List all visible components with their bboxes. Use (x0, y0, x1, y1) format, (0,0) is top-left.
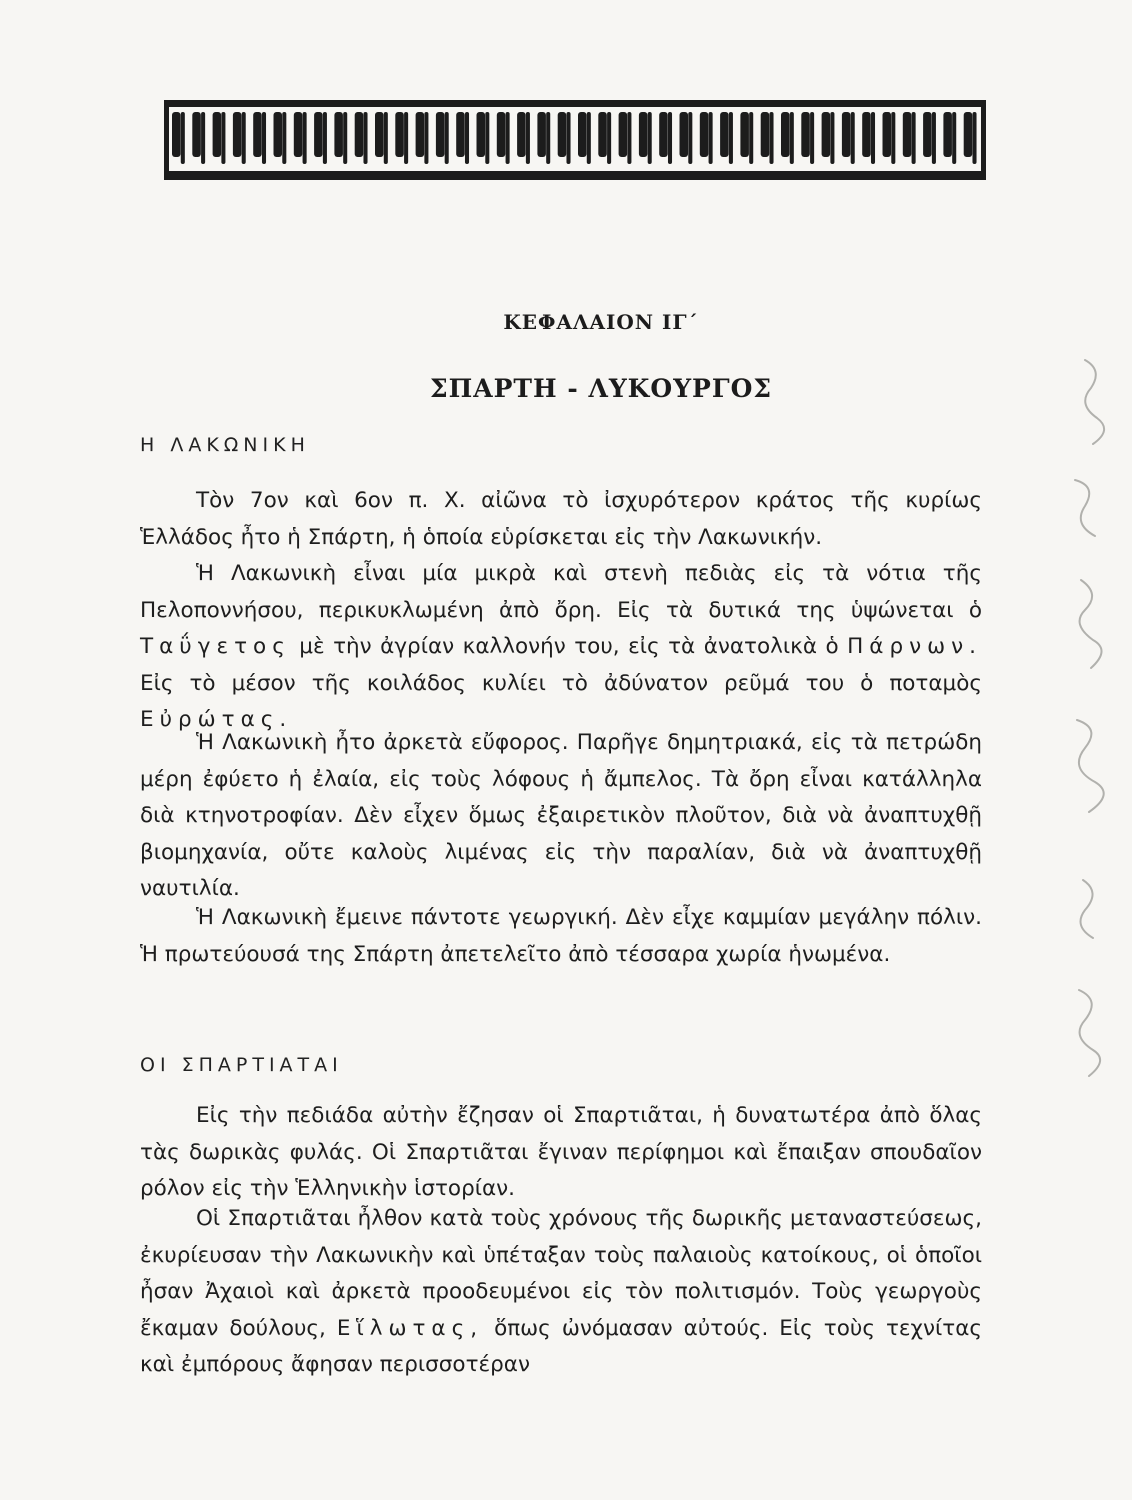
paragraph (140, 556, 982, 739)
chapter-label: ΚΕΦΑΛΑΙΟΝ ΙΓ΄ (503, 310, 699, 334)
spaced-name-parnon: Πάρνων. (847, 634, 982, 660)
paragraph: Τὸν 7ον καὶ 6ον π. Χ. αἰῶνα τὸ ἰσχυρότερον κράτος τῆς κυρίως Ἑλλάδος ἦτο ἡ Σπάρτη, ἡ ὁποία εὑρίσκεται εἰς τὴν Λακωνικήν. (140, 488, 982, 550)
ornamental-frieze (164, 100, 986, 180)
paragraph-text: Οἱ Σπαρτιᾶται ἦλθον κατὰ τοὺς χρόνους τῆς δωρικῆς μεταναστεύσεως, ἐκυρίευσαν τὴν Λακωνικὴν καὶ ὑπέταξαν τοὺς παλαιοὺς κατοίκους, οἱ ὁποῖοι ἦσαν Ἀχαιοὶ καὶ ἀρκετὰ προοδευμένοι εἰς τὸν πολιτισμόν. Τοὺς γεωργοὺς ἔκαμαν δούλους, (140, 1206, 982, 1341)
spaced-name-taygetos: Ταΰγετος (140, 634, 291, 660)
chapter-title: ΣΠΑΡΤΗ - ΛΥΚΟΥΡΓΟΣ (429, 374, 773, 403)
section-heading-spartiatai: ΟΙ ΣΠΑΡΤΙΑΤΑΙ (140, 1054, 343, 1076)
spaced-name-eurotas: Εὐρώτας. (140, 707, 293, 733)
spaced-name-eilotas: Εἵλωτας, (336, 1315, 484, 1341)
paragraph: Ἡ Λακωνικὴ ἔμεινε πάντοτε γεωργική. Δὲν εἶχε καμμίαν μεγάλην πόλιν. Ἡ πρωτεύουσά της Σπάρτη ἀπετελεῖτο ἀπὸ τέσσαρα χωρία ἡνωμένα. (140, 905, 982, 967)
paragraph (140, 1201, 982, 1384)
paragraph: Ἡ Λακωνικὴ ἦτο ἀρκετὰ εὔφορος. Παρῆγε δημητριακά, εἰς τὰ πετρώδη μέρη ἐφύετο ἡ ἐλαία, εἰς τοὺς λόφους ἡ ἄμπελος. Τὰ ὄρη εἶναι κατάλληλα διὰ κτηνοτροφίαν. Δὲν εἶχεν ὅμως ἐξαιρετικὸν πλοῦτον, διὰ νὰ ἀναπτυχθῇ βιομηχανία, οὔτε καλοὺς λιμένας εἰς τὴν παραλίαν, διὰ νὰ ἀναπτυχθῇ ναυτιλία. (140, 730, 982, 902)
paragraph-text: μὲ τὴν ἀγρίαν καλλονήν του, εἰς τὰ ἀνατολικὰ ὁ (290, 634, 848, 660)
section-heading-lakoniki: Η ΛΑΚΩΝΙΚΗ (140, 434, 310, 456)
handwritten-margin-note (1045, 300, 1125, 1160)
paragraph-text: Ἡ Λακωνικὴ εἶναι μία μικρὰ καὶ στενὴ πεδιὰς εἰς τὰ νότια τῆς Πελοποννήσου, περικυκλωμένη ἀπὸ ὄρη. Εἰς τὰ δυτικά της ὑψώνεται ὁ (140, 561, 982, 623)
paragraph-text: ὅπως ὠνόμασαν αὐτούς. Εἰς τοὺς τεχνίτας καὶ ἐμπόρους ἄφησαν περισσοτέραν (140, 1315, 982, 1378)
paragraph: Εἰς τὴν πεδιάδα αὐτὴν ἔζησαν οἱ Σπαρτιᾶται, ἡ δυνατωτέρα ἀπὸ ὅλας τὰς δωρικὰς φυλάς. Οἱ Σπαρτιᾶται ἔγιναν περίφημοι καὶ ἔπαιξαν σπουδαῖον ρόλον εἰς τὴν Ἑλληνικὴν ἱστορίαν. (140, 1103, 982, 1202)
paragraph-text: Εἰς τὸ μέσον τῆς κοιλάδος κυλίει τὸ ἀδύνατον ρεῦμά του ὁ ποταμὸς (140, 670, 982, 696)
